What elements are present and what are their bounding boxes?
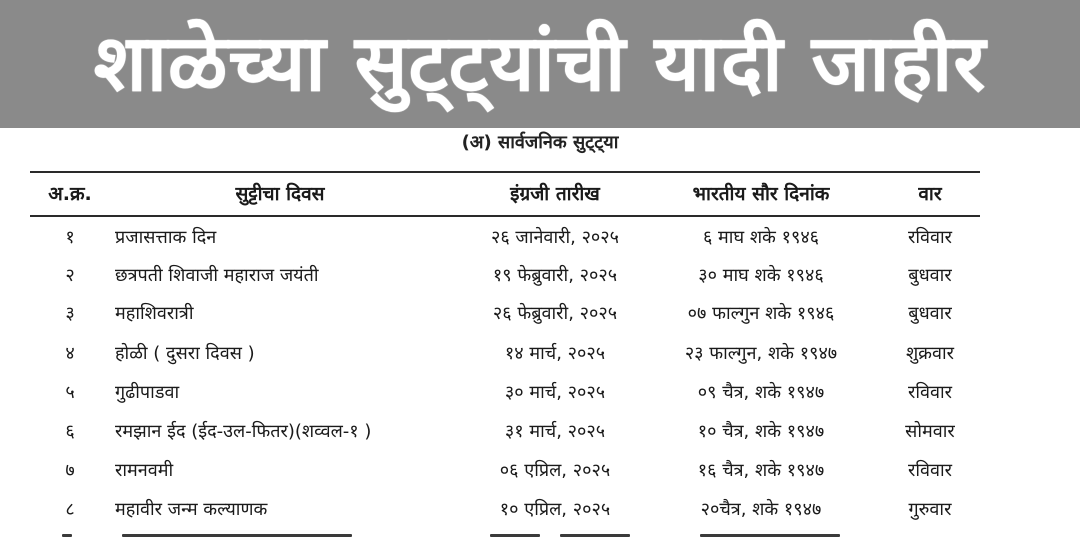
row-holiday: गुढीपाडवा: [115, 382, 180, 403]
section-subtitle: (अ) सार्वजनिक सुट्ट्या: [461, 132, 619, 153]
row-holiday: रमझान ईद (ईद-उल-फितर)(शव्वल-१ ): [115, 421, 372, 442]
row-weekday: गुरुवार: [908, 499, 952, 520]
table-row: [0, 412, 1080, 450]
row-english-date: ३१ मार्च, २०२५: [504, 421, 606, 442]
row-serial: १: [65, 227, 75, 248]
table-row: [0, 373, 1080, 411]
cut-off-row: [0, 530, 1080, 540]
row-serial: ८: [65, 499, 75, 520]
table-row: [0, 451, 1080, 489]
row-indian-date: २३ फाल्गुन, शके १९४७: [684, 343, 838, 364]
row-weekday: बुधवार: [908, 303, 952, 324]
row-english-date: २६ फेब्रुवारी, २०२५: [492, 303, 618, 324]
table-header-rule: [30, 215, 980, 217]
row-holiday: महाशिवरात्री: [115, 303, 194, 324]
row-english-date: २६ जानेवारी, २०२५: [490, 227, 620, 248]
header-serial: अ.क्र.: [48, 183, 92, 205]
table-row: [0, 334, 1080, 372]
table-row: [0, 218, 1080, 256]
row-holiday: महावीर जन्म कल्याणक: [115, 499, 268, 520]
row-english-date: १४ मार्च, २०२५: [504, 343, 606, 364]
headline-title: शाळेच्या सुट्ट्यांची यादी जाहीर: [93, 19, 987, 109]
row-english-date: १९ फेब्रुवारी, २०२५: [492, 265, 618, 286]
header-holiday: सुट्टीचा दिवस: [235, 183, 325, 205]
header-english-date: इंग्रजी तारीख: [510, 183, 600, 205]
row-weekday: शुक्रवार: [905, 343, 955, 364]
row-english-date: ३० मार्च, २०२५: [504, 382, 606, 403]
cut-off-text-fragment: [700, 534, 840, 537]
row-english-date: १० एप्रिल, २०२५: [499, 499, 611, 520]
row-indian-date: १० चैत्र, शके १९४७: [697, 421, 825, 442]
row-indian-date: ०९ चैत्र, शके १९४७: [697, 382, 825, 403]
row-serial: ३: [65, 303, 75, 324]
table-header-row: [0, 172, 1080, 214]
row-indian-date: १६ चैत्र, शके १९४७: [697, 460, 825, 481]
table-row: [0, 490, 1080, 528]
row-serial: ५: [65, 382, 75, 403]
cut-off-text-fragment: [62, 534, 72, 537]
row-indian-date: ०७ फाल्गुन शके १९४६: [687, 303, 835, 324]
headline-banner: [0, 0, 1080, 128]
row-weekday: रविवार: [907, 382, 953, 403]
row-holiday: रामनवमी: [115, 460, 174, 481]
table-row: [0, 294, 1080, 332]
row-weekday: बुधवार: [908, 265, 952, 286]
row-indian-date: २०चैत्र, शके १९४७: [700, 499, 822, 520]
row-weekday: रविवार: [907, 227, 953, 248]
cut-off-text-fragment: [490, 534, 540, 537]
cut-off-text-fragment: [122, 534, 352, 537]
row-serial: २: [65, 265, 75, 286]
row-indian-date: ३० माघ शके १९४६: [698, 265, 824, 286]
table-row: [0, 256, 1080, 294]
header-weekday: वार: [918, 183, 942, 205]
row-holiday: होळी ( दुसरा दिवस ): [115, 343, 255, 364]
row-serial: ६: [65, 421, 75, 442]
header-indian-date: भारतीय सौर दिनांक: [692, 183, 830, 205]
row-weekday: रविवार: [907, 460, 953, 481]
row-holiday: प्रजासत्ताक दिन: [115, 227, 217, 248]
row-indian-date: ६ माघ शके १९४६: [702, 227, 820, 248]
row-weekday: सोमवार: [905, 421, 955, 442]
row-english-date: ०६ एप्रिल, २०२५: [499, 460, 611, 481]
row-holiday: छत्रपती शिवाजी महाराज जयंती: [115, 265, 319, 286]
row-serial: ४: [65, 343, 75, 364]
row-serial: ७: [65, 460, 75, 481]
cut-off-text-fragment: [560, 534, 630, 537]
